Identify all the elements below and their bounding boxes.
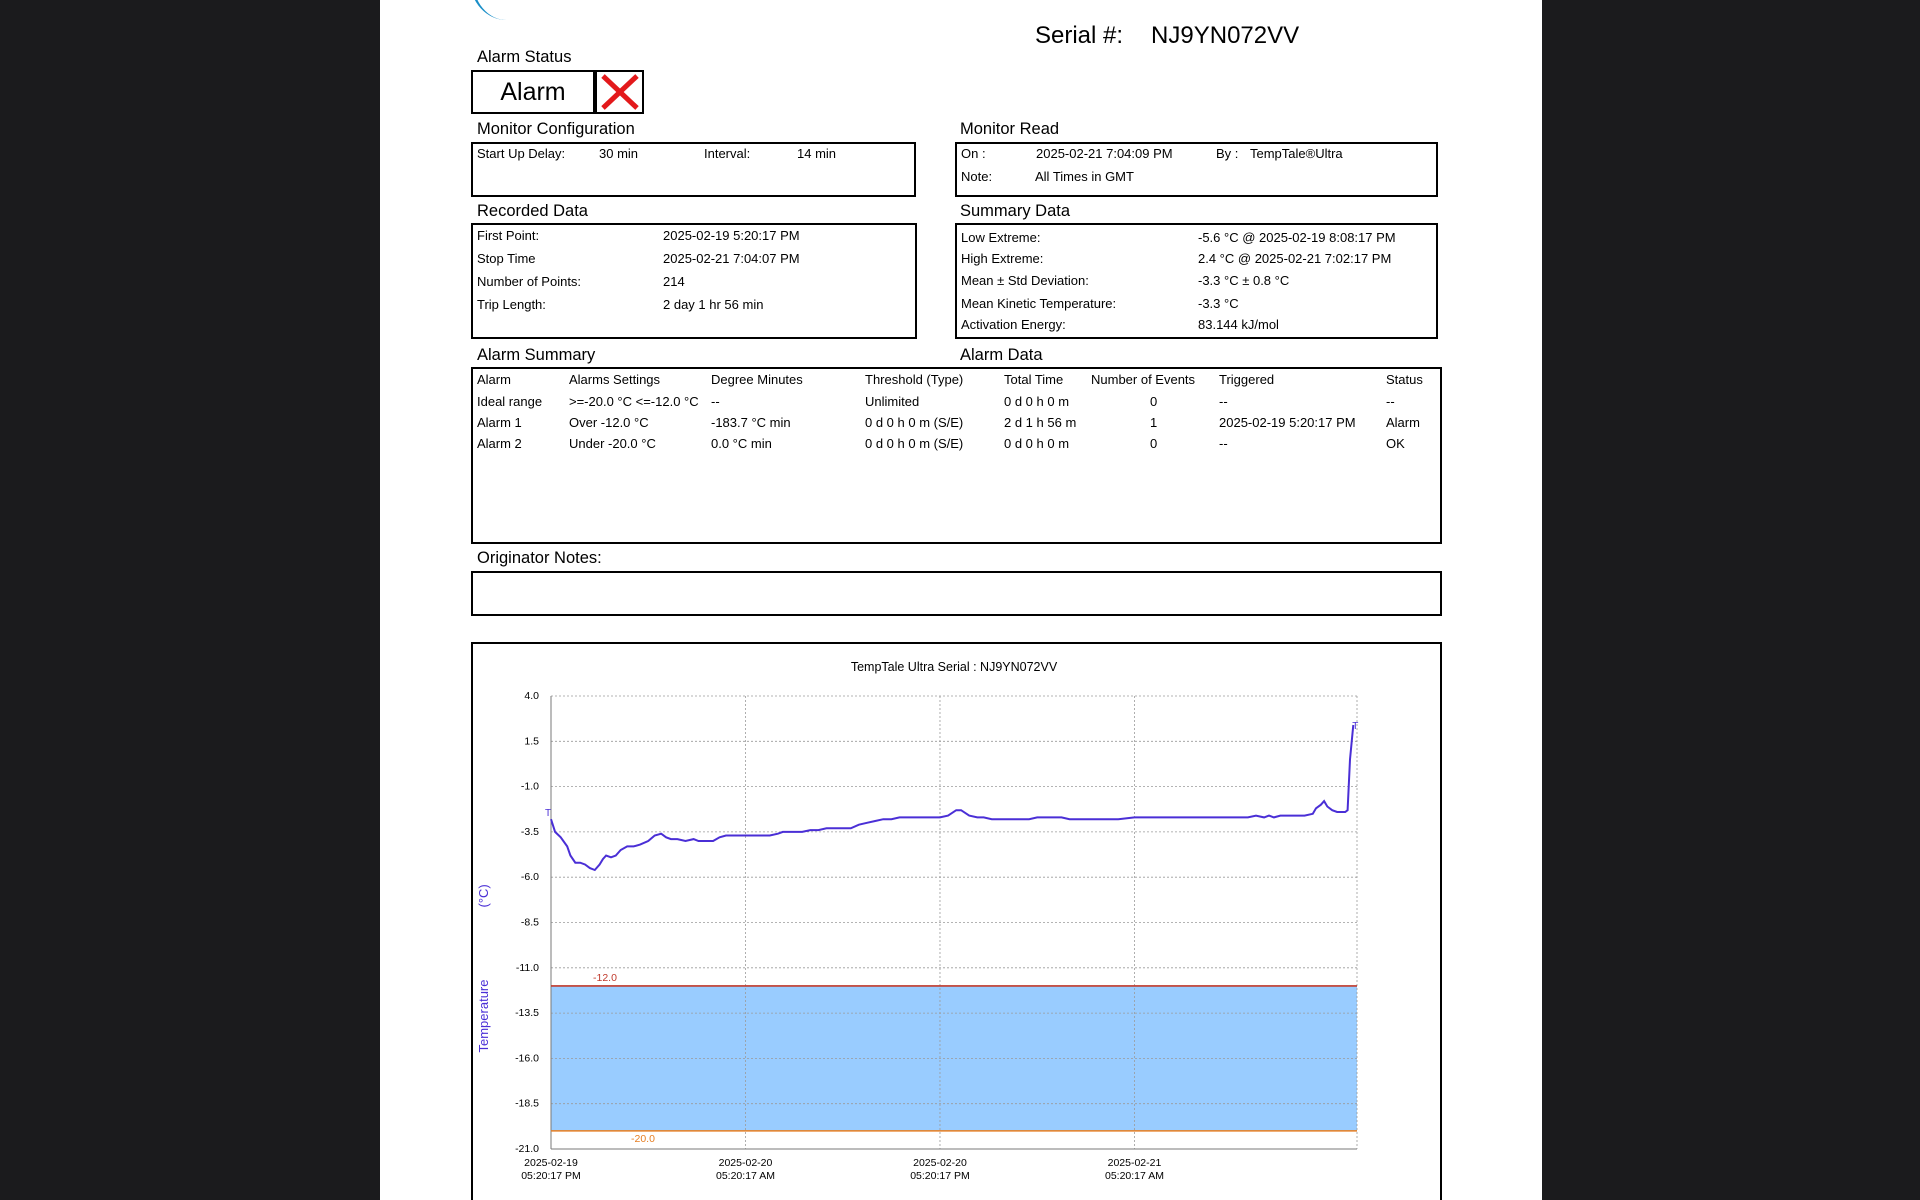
interval-value: 14 min	[797, 146, 837, 161]
summary-row-label: Mean ± Std Deviation:	[961, 273, 1089, 288]
table-cell: Unlimited	[865, 394, 920, 409]
table-cell: Alarm 1	[477, 415, 522, 430]
summary-row-label: High Extreme:	[961, 251, 1044, 266]
x-tick-date: 2025-02-20	[718, 1157, 773, 1169]
interval-label: Interval:	[704, 146, 751, 161]
temperature-chart	[473, 644, 1440, 1200]
lower-limit-label: -20.0	[631, 1132, 655, 1145]
y-tick-label: -13.5	[515, 1007, 539, 1020]
recorded-data-box	[471, 223, 917, 339]
series-line	[551, 725, 1353, 870]
by-value: TempTale®Ultra	[1250, 146, 1343, 161]
table-header: Threshold (Type)	[865, 372, 964, 387]
table-cell: Alarm 2	[477, 436, 522, 451]
x-tick-date: 2025-02-21	[1107, 1157, 1162, 1169]
chart-frame	[471, 642, 1442, 1200]
y-tick-label: 1.5	[524, 735, 539, 748]
monitor-read-box	[955, 142, 1438, 197]
recorded-row-label: Number of Points:	[477, 274, 582, 289]
recorded-row-value: 2025-02-21 7:04:07 PM	[663, 251, 800, 266]
table-header-row	[473, 372, 1440, 392]
alarm-x-icon	[595, 70, 644, 114]
summary-row-value: -3.3 °C	[1198, 296, 1239, 311]
note-value: All Times in GMT	[1035, 169, 1134, 184]
monitor-configuration-title: Monitor Configuration	[477, 120, 635, 138]
serial-number: Serial #: NJ9YN072VV	[1035, 22, 1300, 49]
summary-row-value: -5.6 °C @ 2025-02-19 8:08:17 PM	[1198, 230, 1396, 245]
table-row	[473, 436, 1440, 456]
table-cell: 2025-02-19 5:20:17 PM	[1219, 415, 1356, 430]
y-tick-label: -21.0	[515, 1143, 539, 1155]
note-label: Note:	[961, 169, 993, 184]
table-cell: -183.7 °C min	[711, 415, 791, 430]
table-cell: 0 d 0 h 0 m (S/E)	[865, 436, 964, 451]
on-label: On :	[961, 146, 986, 161]
summary-row-label: Mean Kinetic Temperature:	[961, 296, 1117, 311]
x-tick-time: 05:20:17 PM	[521, 1170, 581, 1182]
logo-icon	[470, 0, 543, 20]
table-row	[473, 415, 1440, 435]
table-cell: 0 d 0 h 0 m (S/E)	[865, 415, 964, 430]
recorded-data-title: Recorded Data	[477, 202, 588, 220]
y-tick-label: -6.0	[520, 871, 539, 884]
start-marker: T	[545, 808, 552, 820]
table-cell: --	[1386, 394, 1395, 409]
summary-row-label: Low Extreme:	[961, 230, 1041, 245]
table-cell: --	[1219, 394, 1228, 409]
table-cell: Over -12.0 °C	[569, 415, 649, 430]
table-cell: 0	[1150, 436, 1158, 451]
recorded-row-value: 214	[663, 274, 685, 289]
summary-data-title: Summary Data	[960, 202, 1071, 220]
y-tick-label: -16.0	[515, 1052, 539, 1065]
summary-row-label: Activation Energy:	[961, 317, 1066, 332]
recorded-row-label: Trip Length:	[477, 297, 546, 312]
table-header: Alarm	[477, 372, 511, 387]
alarm-status-text: Alarm	[471, 70, 595, 114]
originator-notes-title: Originator Notes:	[477, 549, 602, 567]
table-cell: Alarm	[1386, 415, 1420, 430]
monitor-read-title: Monitor Read	[960, 120, 1060, 138]
y-axis-label: Temperature	[476, 979, 491, 1053]
summary-row-value: -3.3 °C ± 0.8 °C	[1198, 273, 1290, 288]
serial-value: NJ9YN072VV	[1151, 22, 1300, 49]
upper-limit-label: -12.0	[593, 971, 617, 984]
alarm-status-title: Alarm Status	[477, 48, 572, 66]
x-tick-time: 05:20:17 AM	[716, 1170, 775, 1182]
on-value: 2025-02-21 7:04:09 PM	[1036, 146, 1173, 161]
table-cell: 0 d 0 h 0 m	[1004, 436, 1070, 451]
table-cell: --	[1219, 436, 1228, 451]
table-cell: OK	[1386, 436, 1405, 451]
y-tick-label: -18.5	[515, 1097, 539, 1110]
table-header: Total Time	[1004, 372, 1064, 387]
monitor-configuration-box	[471, 142, 916, 197]
table-cell: 0.0 °C min	[711, 436, 772, 451]
recorded-row-label: First Point:	[477, 228, 540, 243]
recorded-row-label: Stop Time	[477, 251, 536, 266]
alarm-table	[471, 367, 1442, 544]
summary-row-value: 83.144 kJ/mol	[1198, 317, 1279, 332]
table-cell: 1	[1150, 415, 1158, 430]
y-tick-label: -11.0	[515, 961, 539, 974]
start-up-delay-label: Start Up Delay:	[477, 146, 566, 161]
x-tick-date: 2025-02-20	[913, 1157, 967, 1169]
alarm-data-title: Alarm Data	[960, 346, 1043, 364]
y-tick-label: -8.5	[520, 916, 539, 929]
end-marker: T	[1352, 720, 1359, 732]
table-cell: 0	[1150, 394, 1158, 409]
x-tick-time: 05:20:17 PM	[910, 1170, 970, 1182]
originator-notes-box	[471, 571, 1442, 616]
y-tick-label: 4.0	[524, 690, 539, 702]
table-cell: Under -20.0 °C	[569, 436, 656, 451]
y-tick-label: -3.5	[520, 825, 539, 838]
table-cell: Ideal range	[477, 394, 543, 409]
table-header: Alarms Settings	[569, 372, 661, 387]
table-cell: 2 d 1 h 56 m	[1004, 415, 1077, 430]
x-tick-time: 05:20:17 AM	[1104, 1170, 1164, 1182]
by-label: By :	[1216, 146, 1239, 161]
table-cell: --	[711, 394, 720, 409]
table-row	[473, 394, 1440, 414]
recorded-row-value: 2025-02-19 5:20:17 PM	[663, 228, 800, 243]
table-header: Number of Events	[1091, 372, 1196, 387]
y-axis-unit: (°C)	[476, 884, 491, 908]
start-up-delay-value: 30 min	[599, 146, 639, 161]
alarm-summary-title: Alarm Summary	[477, 346, 596, 364]
table-cell: 0 d 0 h 0 m	[1004, 394, 1070, 409]
table-cell: >=-20.0 °C <=-12.0 °C	[569, 394, 699, 409]
summary-data-box	[955, 223, 1438, 339]
chart-title: TempTale Ultra Serial : NJ9YN072VV	[850, 660, 1058, 674]
table-header: Degree Minutes	[711, 372, 803, 387]
table-header: Status	[1386, 372, 1423, 387]
report-page	[380, 0, 1542, 1200]
y-tick-label: -1.0	[520, 780, 539, 793]
recorded-row-value: 2 day 1 hr 56 min	[663, 297, 764, 312]
x-tick-date: 2025-02-19	[524, 1157, 578, 1169]
table-header: Triggered	[1219, 372, 1275, 387]
summary-row-value: 2.4 °C @ 2025-02-21 7:02:17 PM	[1198, 251, 1392, 266]
